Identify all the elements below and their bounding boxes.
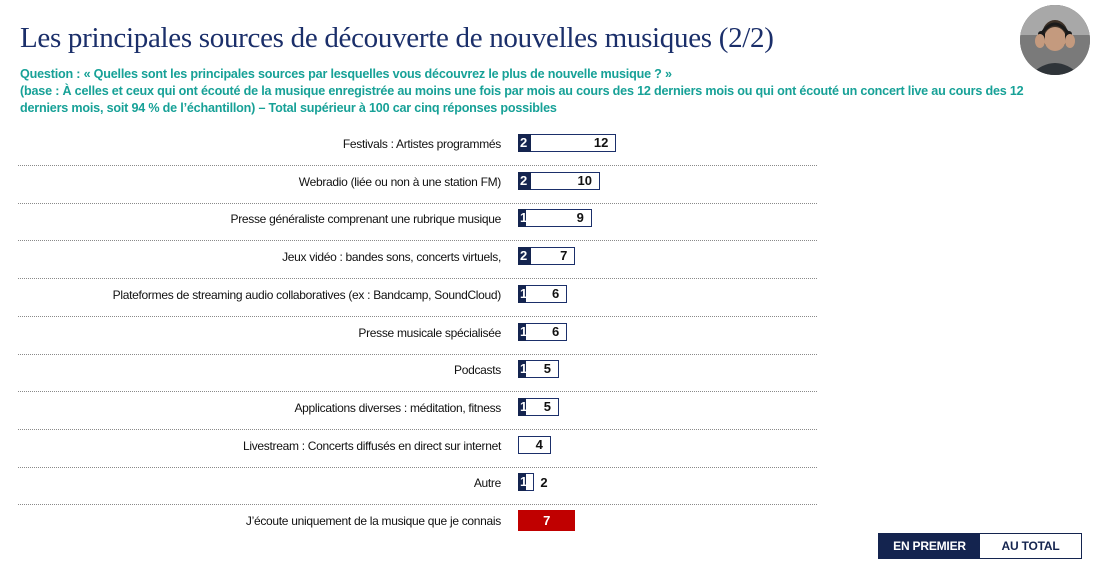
first-value-label: 2: [520, 248, 528, 264]
question-base-line: (base : À celles et ceux qui ont écouté de la musique enregistrée au moins une fois par mois au cours des 12 derniers mois ou qui ont écouté un concert live au cours des 12 derniers mois, soit 94 % de l’échantillon) – Total supérieur à 100 car cinq réponses possibles: [20, 84, 1024, 115]
total-value-label: 6: [551, 285, 560, 301]
total-value-label: 2: [540, 475, 548, 491]
highlight-value-label: 7: [543, 513, 551, 528]
row-separator: [18, 391, 817, 392]
first-value-label: 1: [520, 398, 528, 414]
row-separator: [18, 316, 817, 317]
first-value-label: 1: [520, 210, 528, 226]
row-separator: [18, 165, 817, 166]
row-separator: [18, 278, 817, 279]
page-title: Les principales sources de découverte de nouvelles musiques (2/2): [20, 22, 774, 54]
total-value-label: 6: [551, 323, 560, 339]
first-value-label: 1: [520, 285, 528, 301]
total-value-label: 7: [560, 248, 568, 264]
total-value-label: 5: [543, 398, 551, 414]
first-value-label: 2: [520, 135, 528, 150]
category-label: Webradio (liée ou non à une station FM): [298, 174, 501, 189]
category-label: Presse musicale spécialisée: [358, 325, 501, 340]
view-toggle: [878, 533, 1082, 559]
first-value-label: 1: [520, 361, 528, 377]
row-separator: [18, 429, 817, 430]
total-value-label: 10: [577, 172, 592, 188]
row-separator: [18, 203, 817, 204]
category-label: Plateformes de streaming audio collaboratives (ex : Bandcamp, SoundCloud): [112, 287, 501, 302]
category-label: Autre: [473, 476, 501, 491]
toggle-en-premier-button[interactable]: EN PREMIER: [879, 534, 980, 558]
row-separator: [18, 240, 817, 241]
row-separator: [18, 354, 817, 355]
row-separator: [18, 504, 817, 505]
first-value-label: 2: [520, 172, 528, 188]
toggle-au-total-button[interactable]: AU TOTAL: [980, 534, 1081, 558]
total-value-label: 5: [543, 361, 551, 377]
total-value-label: 9: [576, 210, 584, 226]
question-line: Question : « Quelles sont les principales sources par lesquelles vous découvrez le plus de nouvelle musique ? »: [20, 67, 672, 81]
category-label: Jeux vidéo : bandes sons, concerts virtuels,: [282, 250, 501, 265]
first-value-label: 1: [520, 474, 528, 490]
category-label: Podcasts: [454, 363, 501, 378]
category-label: Festivals : Artistes programmés: [342, 137, 501, 151]
category-label: J’écoute uniquement de la musique que je connais: [245, 514, 501, 528]
category-label: Presse généraliste comprenant une rubrique musique: [230, 212, 501, 227]
first-value-label: 1: [520, 323, 528, 339]
row-separator: [18, 467, 817, 468]
category-label: Livestream : Concerts diffusés en direct sur internet: [242, 438, 501, 453]
total-value-label: 12: [593, 135, 609, 150]
category-label: Applications diverses : méditation, fitness: [294, 400, 501, 415]
total-value-label: 4: [535, 436, 543, 452]
